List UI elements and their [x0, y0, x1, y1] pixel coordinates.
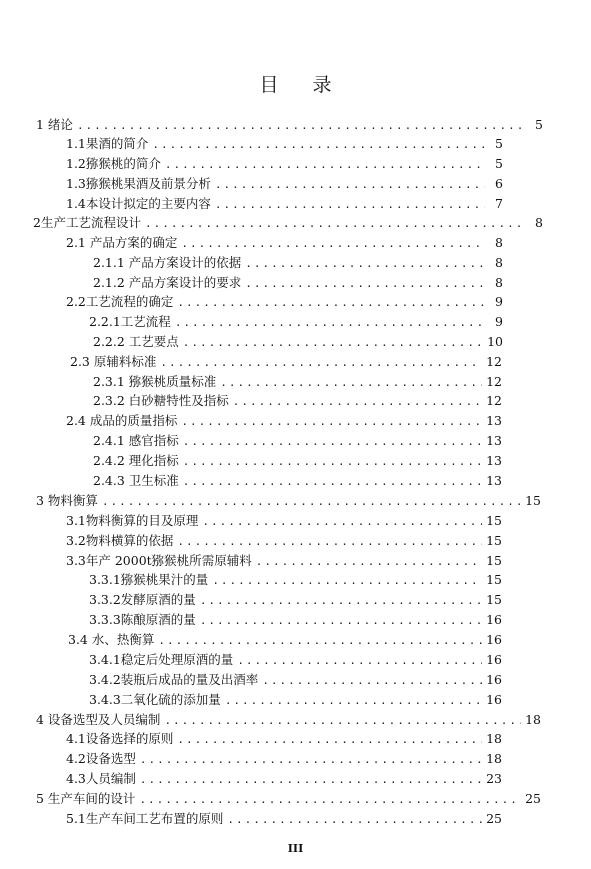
toc-dot-leader: [233, 392, 482, 412]
toc-entry-label: 3.4.3二氧化硫的添加量: [89, 692, 221, 707]
toc-dot-leader: [181, 234, 485, 254]
toc-dot-leader: [215, 175, 485, 195]
toc-dot-leader: [220, 373, 482, 393]
toc-dot-leader: [102, 492, 521, 512]
toc-dot-leader: [140, 750, 482, 770]
toc-entry-page-number: 15: [486, 572, 502, 587]
toc-dot-leader: [145, 214, 525, 234]
toc-entry[interactable]: [66, 769, 502, 789]
toc-entry[interactable]: [66, 729, 502, 749]
toc-dot-leader: [152, 135, 485, 155]
toc-dot-leader: [200, 591, 482, 611]
toc-entry-label: 2.3.2 白砂糖特性及指标: [93, 393, 229, 408]
toc-entry-label: 4.3人员编制: [66, 771, 136, 786]
toc-dot-leader: [177, 532, 482, 552]
toc-entry-label: 3.3.1猕猴桃果汁的量: [89, 572, 209, 587]
toc-entry-label: 3.3年产 2000t猕猴桃所需原辅料: [66, 553, 252, 568]
toc-dot-leader: [256, 552, 482, 572]
toc-entry-label: 2生产工艺流程设计: [33, 215, 141, 230]
toc-entry-page-number: 15: [486, 533, 502, 548]
toc-entry-page-number: 13: [486, 413, 502, 428]
toc-dot-leader: [262, 671, 482, 691]
toc-entry[interactable]: [66, 154, 503, 174]
toc-dot-leader: [165, 155, 485, 175]
toc-entry[interactable]: [93, 372, 502, 392]
toc-entry-page-number: 23: [486, 771, 502, 786]
toc-entry-page-number: 18: [525, 712, 541, 727]
toc-entry[interactable]: [93, 332, 503, 352]
toc-dot-leader: [177, 730, 482, 750]
toc-entry[interactable]: [36, 115, 543, 135]
toc-dot-leader: [183, 452, 482, 472]
toc-entry-page-number: 8: [535, 215, 543, 230]
toc-entry[interactable]: [36, 789, 541, 809]
toc-entry-label: 3.1物料衡算的目及原理: [66, 513, 199, 528]
toc-entry-page-number: 13: [486, 433, 502, 448]
toc-dot-leader: [158, 631, 482, 651]
toc-entry[interactable]: [36, 710, 541, 730]
toc-entry[interactable]: [89, 610, 502, 630]
toc-dot-leader: [237, 651, 482, 671]
toc-entry-page-number: 12: [486, 374, 502, 389]
toc-dot-leader: [215, 195, 485, 215]
toc-entry[interactable]: [93, 391, 502, 411]
toc-entry-label: 3.4.2装瓶后成品的量及出酒率: [89, 672, 259, 687]
toc-dot-leader: [212, 571, 482, 591]
toc-dot-leader: [227, 810, 482, 830]
toc-dot-leader: [183, 472, 482, 492]
toc-dot-leader: [164, 711, 521, 731]
toc-entry-page-number: 8: [495, 235, 503, 250]
toc-entry[interactable]: [93, 253, 503, 273]
toc-entry-label: 1 绪论: [36, 117, 73, 132]
toc-entry-label: 4.1设备选择的原则: [66, 731, 174, 746]
toc-entry[interactable]: [89, 312, 503, 332]
toc-entry-page-number: 16: [486, 632, 502, 647]
toc-entry-label: 1.3猕猴桃果酒及前景分析: [66, 176, 211, 191]
toc-entry-label: 4 设备选型及人员编制: [36, 712, 161, 727]
toc-entry[interactable]: [89, 590, 502, 610]
toc-entry[interactable]: [66, 511, 502, 531]
toc-entry-page-number: 9: [495, 314, 503, 329]
toc-entry-label: 2.4.2 理化指标: [93, 453, 179, 468]
toc-entry[interactable]: [66, 292, 503, 312]
toc-entry[interactable]: [93, 451, 502, 471]
toc-entry-label: 3.3.2发酵原酒的量: [89, 592, 196, 607]
toc-entry-page-number: 10: [487, 334, 503, 349]
toc-entry[interactable]: [89, 690, 502, 710]
toc-dot-leader: [77, 116, 525, 136]
toc-entry-page-number: 25: [525, 791, 541, 806]
toc-entry-page-number: 13: [486, 453, 502, 468]
toc-dot-leader: [183, 432, 482, 452]
page-number-footer: III: [287, 842, 304, 855]
toc-entry-label: 2.2工艺流程的确定: [66, 294, 174, 309]
toc-entry[interactable]: [66, 233, 503, 253]
toc-dot-leader: [245, 274, 485, 294]
toc-entry-page-number: 15: [486, 553, 502, 568]
toc-dot-leader: [225, 691, 482, 711]
page-title: 目 录: [259, 74, 346, 96]
toc-entry-page-number: 13: [486, 473, 502, 488]
toc-entry-page-number: 9: [495, 294, 503, 309]
toc-entry[interactable]: [33, 213, 543, 233]
toc-entry-label: 2.1 产品方案的确定: [66, 235, 178, 250]
toc-entry-label: 2.4.1 感官指标: [93, 433, 179, 448]
toc-entry[interactable]: [66, 194, 503, 214]
toc-dot-leader: [177, 293, 485, 313]
toc-entry-label: 2.4.3 卫生标准: [93, 473, 179, 488]
toc-entry[interactable]: [89, 570, 502, 590]
toc-dot-leader: [245, 254, 485, 274]
toc-entry[interactable]: [66, 551, 502, 571]
toc-entry-label: 3.4 水、热衡算: [68, 632, 155, 647]
toc-entry-page-number: 16: [486, 672, 502, 687]
toc-entry-page-number: 5: [495, 136, 503, 151]
toc-entry-label: 3.3.3陈酿原酒的量: [89, 612, 196, 627]
toc-entry[interactable]: [89, 670, 502, 690]
toc-dot-leader: [181, 412, 482, 432]
toc-entry[interactable]: [66, 809, 502, 829]
toc-entry-label: 4.2设备选型: [66, 751, 136, 766]
toc-entry[interactable]: [66, 749, 502, 769]
toc-entry-label: 2.1.1 产品方案设计的依据: [93, 255, 242, 270]
toc-entry-page-number: 18: [486, 731, 502, 746]
toc-dot-leader: [160, 353, 482, 373]
toc-entry-page-number: 6: [495, 176, 503, 191]
toc-entry-label: 2.3.1 猕猴桃质量标准: [93, 374, 217, 389]
toc-entry[interactable]: [66, 411, 502, 431]
toc-entry-page-number: 15: [486, 592, 502, 607]
toc-entry[interactable]: [66, 174, 503, 194]
toc-entry-label: 2.3 原辅料标准: [70, 354, 157, 369]
toc-entry-label: 1.1果酒的简介: [66, 136, 149, 151]
toc-entry[interactable]: [93, 273, 503, 293]
toc-entry-page-number: 8: [495, 275, 503, 290]
toc-entry[interactable]: [66, 531, 502, 551]
toc-entry[interactable]: [93, 471, 502, 491]
toc-entry[interactable]: [93, 431, 502, 451]
toc-entry-label: 2.1.2 产品方案设计的要求: [93, 275, 242, 290]
toc-entry-label: 3.2物料横算的依据: [66, 533, 174, 548]
toc-entry-page-number: 5: [535, 117, 543, 132]
toc-entry-label: 3.4.1稳定后处理原酒的量: [89, 652, 234, 667]
toc-entry-page-number: 12: [486, 393, 502, 408]
toc-entry[interactable]: [36, 491, 541, 511]
toc-entry-label: 2.4 成品的质量指标: [66, 413, 178, 428]
toc-entry-page-number: 5: [495, 156, 503, 171]
toc-entry[interactable]: [89, 650, 502, 670]
toc-entry-page-number: 16: [486, 692, 502, 707]
toc-dot-leader: [140, 770, 482, 790]
toc-dot-leader: [175, 313, 485, 333]
toc-entry[interactable]: [68, 630, 502, 650]
toc-entry-page-number: 16: [486, 612, 502, 627]
toc-entry-page-number: 16: [486, 652, 502, 667]
toc-dot-leader: [202, 512, 482, 532]
toc-entry-label: 2.2.2 工艺要点: [93, 334, 179, 349]
toc-entry-label: 5 生产车间的设计: [36, 791, 136, 806]
toc-entry-page-number: 15: [525, 493, 541, 508]
toc-entry-label: 1.4本设计拟定的主要内容: [66, 196, 211, 211]
toc-dot-leader: [183, 333, 483, 353]
toc-entry-page-number: 8: [495, 255, 503, 270]
toc-entry-label: 1.2猕猴桃的简介: [66, 156, 161, 171]
toc-entry-page-number: 7: [495, 196, 503, 211]
toc-entry-page-number: 12: [486, 354, 502, 369]
toc-dot-leader: [139, 790, 521, 810]
toc-entry-label: 2.2.1工艺流程: [89, 314, 171, 329]
toc-entry-page-number: 15: [486, 513, 502, 528]
toc-entry[interactable]: [66, 134, 503, 154]
toc-entry-label: 3 物料衡算: [36, 493, 98, 508]
toc-dot-leader: [200, 611, 482, 631]
toc-entry-page-number: 18: [486, 751, 502, 766]
toc-entry-label: 5.1生产车间工艺布置的原则: [66, 811, 224, 826]
toc-entry-page-number: 25: [486, 811, 502, 826]
toc-entry[interactable]: [70, 352, 502, 372]
